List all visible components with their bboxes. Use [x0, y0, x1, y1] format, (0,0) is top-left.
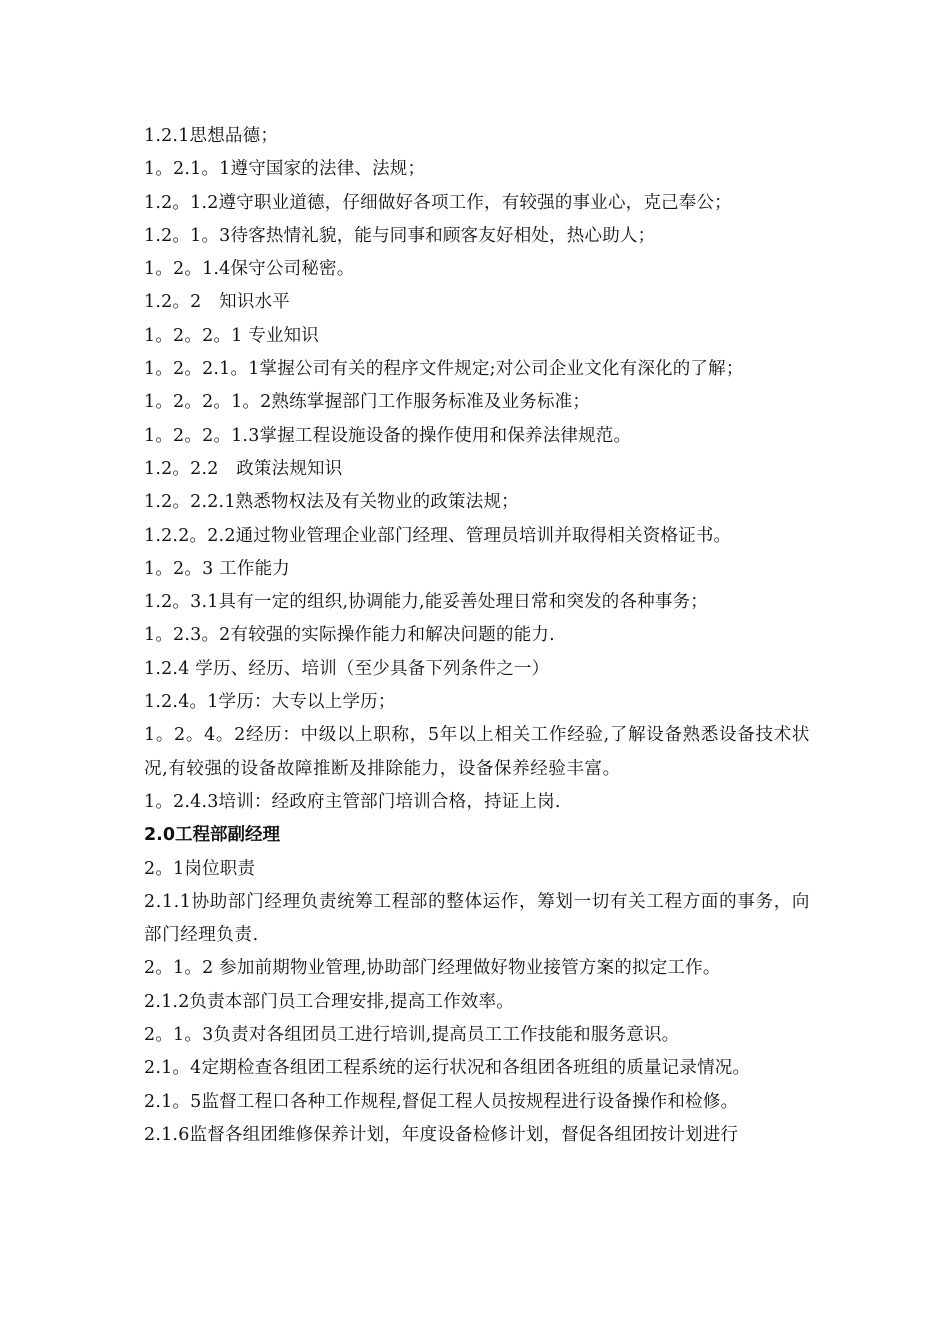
text-line: 1.2.4。1学历：大专以上学历；: [144, 692, 396, 713]
text-paragraph: 1。2。4。2经历：中级以上职称，5年以上相关工作经验,了解设备熟悉设备技术状况,有较强的设备故障推断及排除能力，设备保养经验丰富。: [144, 725, 810, 779]
text-line: 1。2。2.1。1掌握公司有关的程序文件规定;对公司企业文化有深化的了解；: [144, 359, 744, 380]
text-line: 1.2。3.1具有一定的组织,协调能力,能妥善处理日常和突发的各种事务；: [144, 592, 708, 613]
text-line: 1。2。2。1。2熟练掌握部门工作服务标准及业务标准；: [144, 392, 591, 413]
subsection-title: 2。1岗位职责: [144, 858, 256, 879]
text-line: 1.2。2 知识水平: [144, 292, 290, 313]
text-line: 1.2.4 学历、经历、培训（至少具备下列条件之一）: [144, 658, 550, 679]
text-line: 1。2.4.3培训：经政府主管部门培训合格，持证上岗.: [144, 791, 561, 812]
text-line: 1.2。1.2遵守职业道德，仔细做好各项工作，有较强的事业心，克己奉公；: [144, 192, 732, 213]
text-line: 1.2。2.2 政策法规知识: [144, 458, 343, 479]
text-line: 1。2。2。1 专业知识: [144, 325, 319, 346]
text-line: 2.1。4定期检查各组团工程系统的运行状况和各组团各班组的质量记录情况。: [144, 1058, 751, 1079]
text-line: 1.2。1。3待客热情礼貌，能与同事和顾客友好相处，热心助人；: [144, 225, 656, 246]
text-line: 1.2。2.2.1熟悉物权法及有关物业的政策法规；: [144, 492, 519, 513]
section-heading: 2.0工程部副经理: [144, 825, 281, 846]
text-line: 2.1.2负责本部门员工合理安排,提高工作效率。: [144, 991, 514, 1012]
text-line: 1。2.3。2有较强的实际操作能力和解决问题的能力.: [144, 625, 555, 646]
text-paragraph: 2.1.1协助部门经理负责统筹工程部的整体运作，筹划一切有关工程方面的事务，向部门经理负责.: [144, 891, 810, 946]
text-line: 2。1。2 参加前期物业管理,协助部门经理做好物业接管方案的拟定工作。: [144, 958, 721, 979]
text-line: 1。2.1。1遵守国家的法律、法规；: [144, 159, 426, 180]
document-body: [144, 120, 810, 1152]
text-line: 1。2。1.4保守公司秘密。: [144, 259, 355, 280]
text-line: 2.1。5监督工程口各种工作规程,督促工程人员按规程进行设备操作和检修。: [144, 1091, 739, 1112]
text-line: 1.2.2。2.2通过物业管理企业部门经理、管理员培训并取得相关资格证书。: [144, 525, 732, 546]
text-line: 1。2。3 工作能力: [144, 558, 290, 579]
text-line: 2.1.6监督各组团维修保养计划，年度设备检修计划，督促各组团按计划进行: [144, 1124, 739, 1145]
text-line: 1.2.1思想品德；: [144, 126, 279, 146]
text-line: 2。1。3负责对各组团员工进行培训,提高员工工作技能和服务意识。: [144, 1025, 680, 1046]
text-line: 1。2。2。1.3掌握工程设施设备的操作使用和保养法律规范。: [144, 425, 632, 446]
